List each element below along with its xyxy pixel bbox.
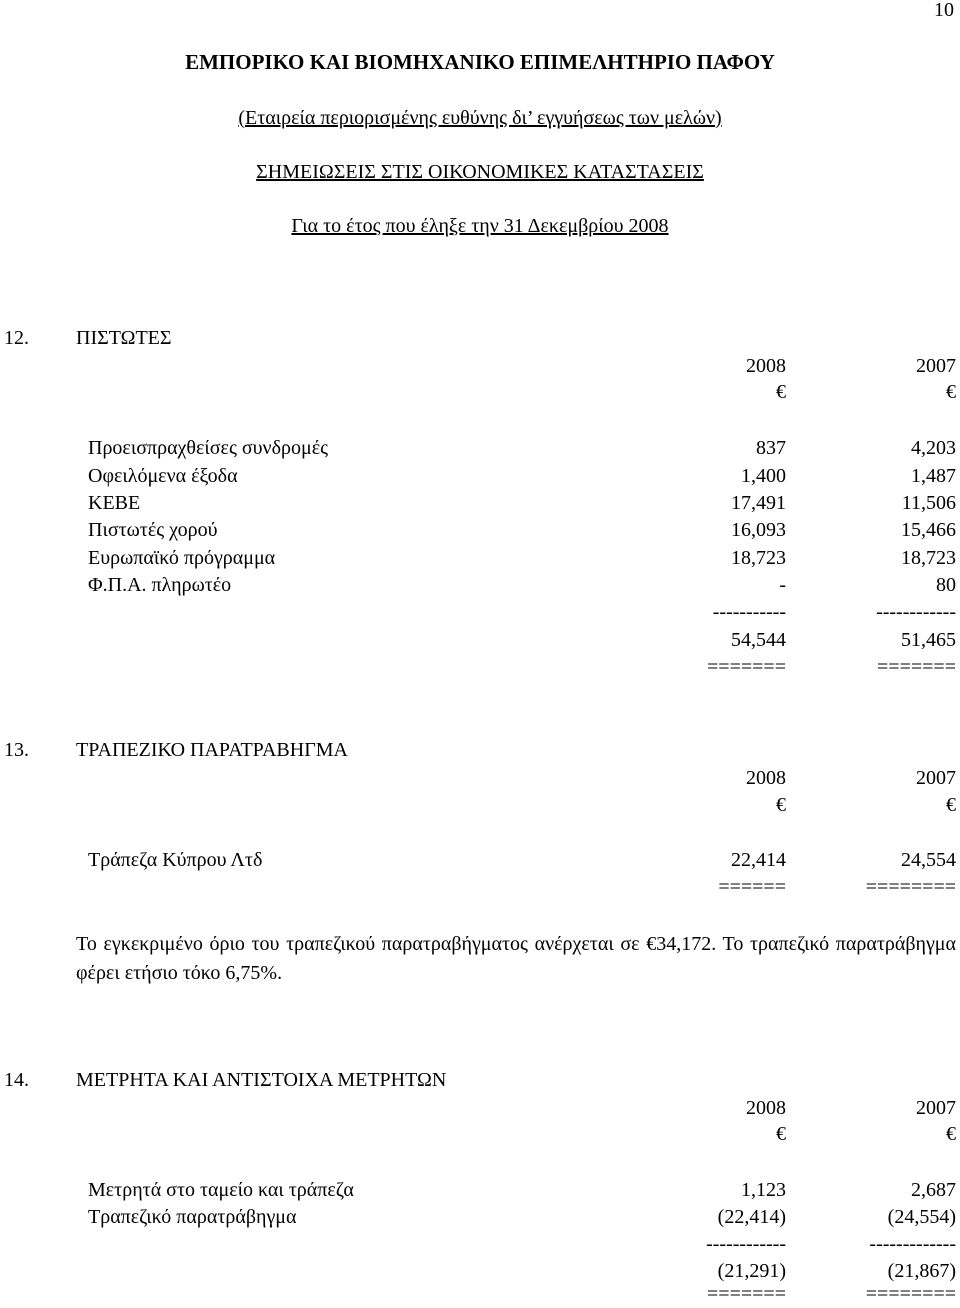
note14-total-rule-2007: ======== <box>865 1283 956 1305</box>
note14-row-value-2007: (24,554) <box>887 1206 956 1228</box>
note13-paragraph: Το εγκεκριμένο όριο του τραπεζικού παρατραβήγματος ανέρχεται σε €34,172. Το τραπεζικό παρατράβηγμα φέρει ετήσιο τόκο 6,75%. <box>76 933 956 984</box>
note14-row-value-2007: 2,687 <box>911 1179 956 1201</box>
note13-rule-2008: ====== <box>718 876 786 898</box>
note12-row-value-2007: 11,506 <box>901 492 956 514</box>
note14-row-label: Τραπεζικό παρατράβηγμα <box>88 1206 297 1228</box>
note12-number: 12. <box>4 327 29 349</box>
note13-year-2007: 2007 <box>916 767 956 789</box>
note12-total-rule-2008: ======= <box>707 656 786 678</box>
note13-year-2008: 2008 <box>746 767 786 789</box>
note12-year-2007: 2007 <box>916 355 956 377</box>
note12-row-label: Πιστωτές χορού <box>88 519 218 541</box>
note12-subtotal-rule-2008: ----------- <box>712 601 786 623</box>
note12-row-label: Προεισπραχθείσες συνδρομές <box>88 437 329 459</box>
note12-row-label: Φ.Π.Α. πληρωτέο <box>88 574 232 596</box>
note14-subtotal-rule-2007: ------------- <box>869 1233 956 1255</box>
note14-currency-2008: € <box>776 1123 786 1145</box>
note12-row-value-2007: 4,203 <box>911 437 956 459</box>
note14-total-rule-2008: ======= <box>707 1283 786 1305</box>
note14-year-2007: 2007 <box>916 1097 956 1119</box>
note12-row-label: Οφειλόμενα έξοδα <box>88 465 238 487</box>
note12-row-value-2008: - <box>779 574 786 596</box>
note14-row-value-2008: 1,123 <box>741 1179 786 1201</box>
note14-total-2007: (21,867) <box>887 1260 956 1282</box>
company-subtitle: (Εταιρεία περιορισμένης ευθύνης δι’ εγγυήσεως των μελών) <box>238 107 722 129</box>
note12-row-value-2008: 18,723 <box>731 547 786 569</box>
note12-row-value-2007: 80 <box>936 574 956 596</box>
note13-number: 13. <box>4 739 29 761</box>
note13-row-label: Τράπεζα Κύπρου Λτδ <box>88 849 263 871</box>
note13-value-2007: 24,554 <box>901 849 956 871</box>
note14-title: ΜΕΤΡΗΤΑ ΚΑΙ ΑΝΤΙΣΤΟΙΧΑ ΜΕΤΡΗΤΩΝ <box>76 1069 447 1091</box>
note12-subtotal-rule-2007: ------------ <box>876 601 956 623</box>
note14-currency-2007: € <box>946 1123 956 1145</box>
note12-row-value-2008: 16,093 <box>731 519 786 541</box>
period-line: Για το έτος που έληξε την 31 Δεκεμβρίου 2008 <box>291 215 669 237</box>
note14-year-2008: 2008 <box>746 1097 786 1119</box>
note12-title: ΠΙΣΤΩΤΕΣ <box>76 327 172 349</box>
note14-subtotal-rule-2008: ------------ <box>706 1233 786 1255</box>
note14-number: 14. <box>4 1069 29 1091</box>
company-title: ΕΜΠΟΡΙΚΟ ΚΑΙ ΒΙΟΜΗΧΑΝΙΚΟ ΕΠΙΜΕΛΗΤΗΡΙΟ ΠΑΦΟΥ <box>185 50 775 74</box>
note14-row-label: Μετρητά στο ταμείο και τράπεζα <box>88 1179 354 1201</box>
page-number: 10 <box>934 0 954 21</box>
note12-currency-2008: € <box>776 381 786 403</box>
note12-row-label: ΚΕΒΕ <box>88 492 141 514</box>
note12-row-value-2007: 15,466 <box>901 519 956 541</box>
note13-currency-2007: € <box>946 794 956 816</box>
note13-value-2008: 22,414 <box>731 849 786 871</box>
note12-year-2008: 2008 <box>746 355 786 377</box>
note12-total-rule-2007: ======= <box>877 656 956 678</box>
note14-total-2008: (21,291) <box>717 1260 786 1282</box>
note12-row-label: Ευρωπαϊκό πρόγραμμα <box>88 547 276 569</box>
note12-currency-2007: € <box>946 381 956 403</box>
note13-rule-2007: ======== <box>865 876 956 898</box>
note12-row-value-2007: 1,487 <box>911 465 956 487</box>
note13-currency-2008: € <box>776 794 786 816</box>
note13-title: ΤΡΑΠΕΖΙΚΟ ΠΑΡΑΤΡΑΒΗΓΜΑ <box>76 739 348 761</box>
note12-total-2008: 54,544 <box>731 629 786 651</box>
notes-title: ΣΗΜΕΙΩΣΕΙΣ ΣΤΙΣ ΟΙΚΟΝΟΜΙΚΕΣ ΚΑΤΑΣΤΑΣΕΙΣ <box>256 161 704 183</box>
note12-total-2007: 51,465 <box>901 629 956 651</box>
note12-row-value-2008: 1,400 <box>741 465 786 487</box>
note14-row-value-2008: (22,414) <box>717 1206 786 1228</box>
note12-row-value-2007: 18,723 <box>901 547 956 569</box>
note12-row-value-2008: 17,491 <box>731 492 786 514</box>
note12-row-value-2008: 837 <box>756 437 786 459</box>
